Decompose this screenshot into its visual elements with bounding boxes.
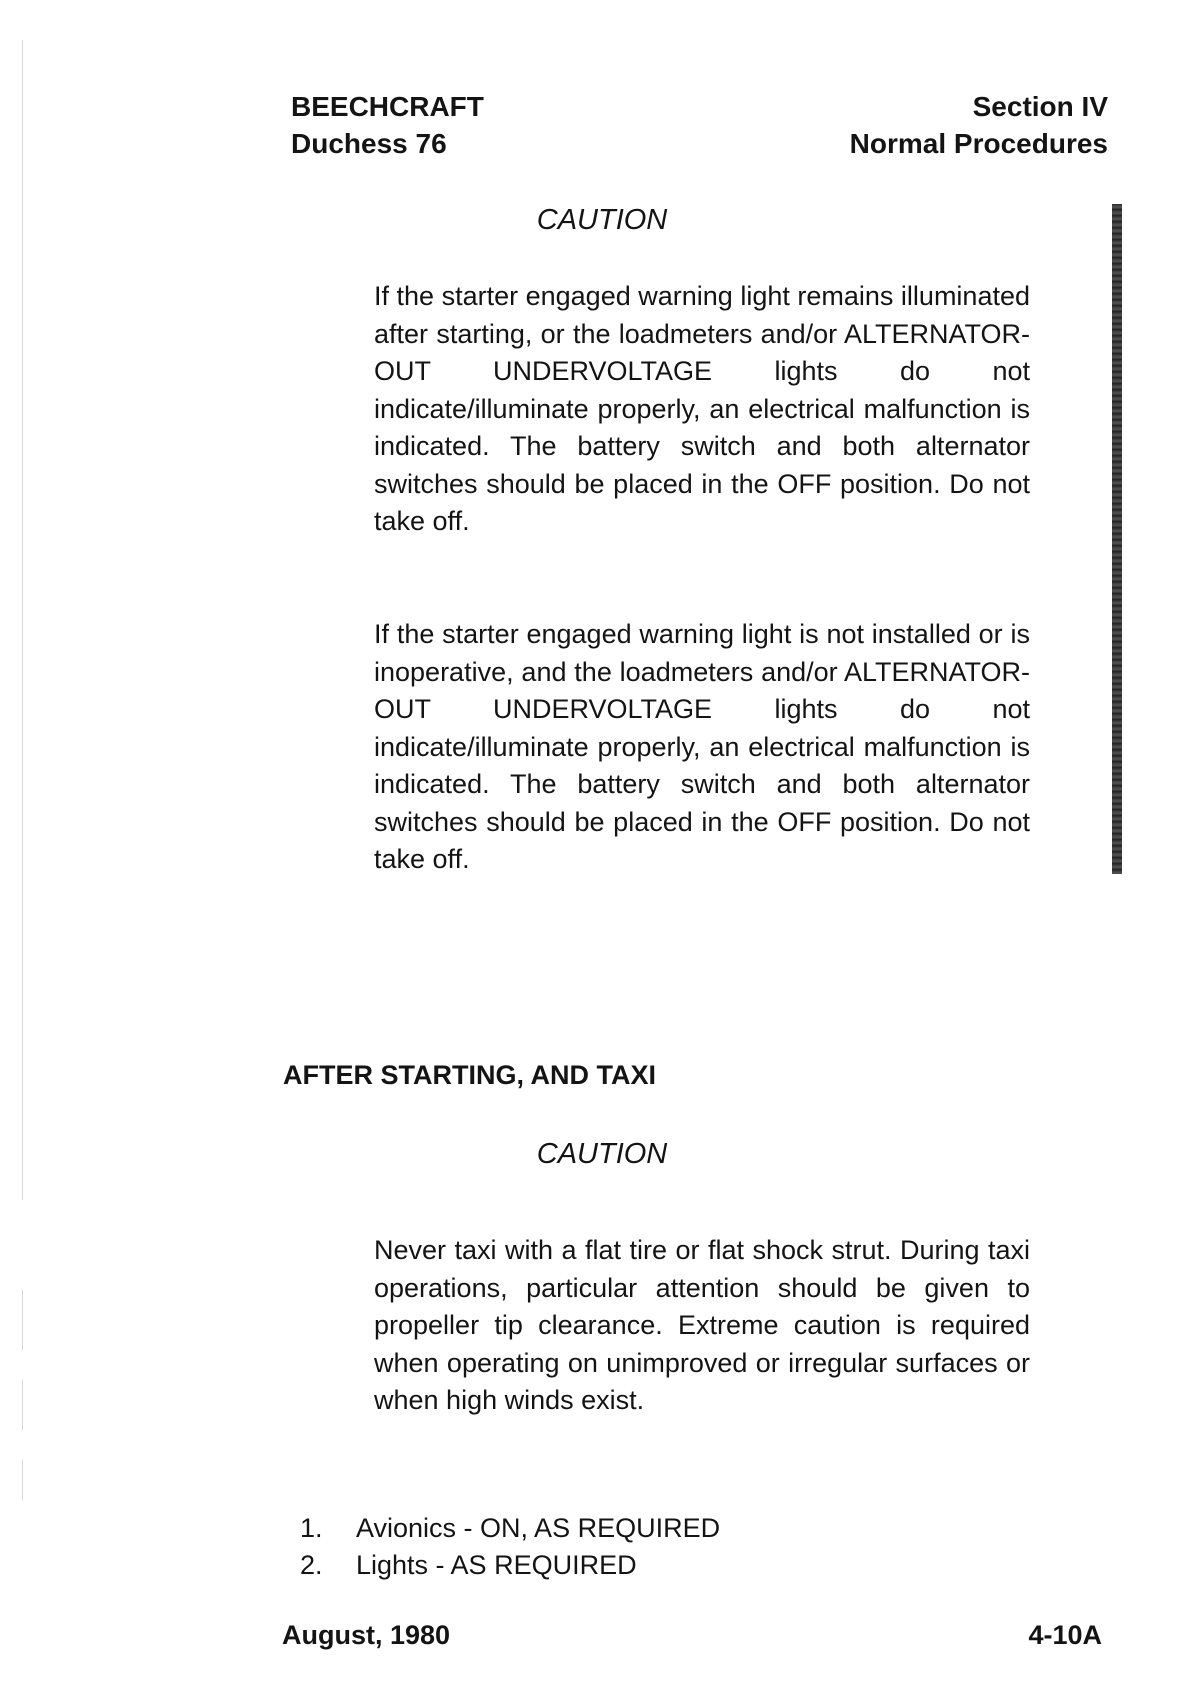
section-heading: AFTER STARTING, AND TAXI xyxy=(283,1060,656,1090)
procedure-step xyxy=(300,1547,720,1584)
section-title: Normal Procedures xyxy=(849,128,1108,159)
section-number: Section IV xyxy=(972,91,1108,122)
running-header-left xyxy=(291,88,484,162)
left-margin-mark xyxy=(22,1290,23,1350)
procedure-step xyxy=(300,1510,720,1547)
step-text: Avionics - ON, AS REQUIRED xyxy=(356,1513,721,1543)
caution-paragraph: If the starter engaged warning light remains illuminated after starting, or the loadmeters and/or ALTERNATOR-OUT UNDERVOLTAGE lights do not indicate/illuminate properly, an electrical malfunction is indicated. The battery switch and both alternator switches should be placed in the OFF position. Do not take off. xyxy=(374,281,1030,536)
step-text: Lights - AS REQUIRED xyxy=(356,1550,637,1580)
procedure-steps xyxy=(300,1510,720,1584)
aircraft-make: BEECHCRAFT xyxy=(291,91,484,122)
caution-title: CAUTION xyxy=(536,204,668,236)
step-number: 2. xyxy=(300,1550,323,1580)
revision-change-bar xyxy=(1112,204,1122,874)
page-number: 4-10A xyxy=(1028,1620,1102,1650)
running-header-right xyxy=(850,88,1108,162)
caution-title: CAUTION xyxy=(536,1138,668,1170)
left-margin-mark xyxy=(22,1380,23,1430)
caution-paragraph: If the starter engaged warning light is not installed or is inoperative, and the loadmeters and/or ALTERNATOR-OUT UNDERVOLTAGE lights do not indicate/illuminate properly, an electrical malfunction is indicated. The battery switch and both alternator switches should be placed in the OFF position. Do not take off. xyxy=(374,619,1030,874)
footer-date: August, 1980 xyxy=(282,1620,451,1650)
left-margin-mark xyxy=(22,1460,23,1500)
step-number: 1. xyxy=(300,1513,323,1543)
aircraft-model: Duchess 76 xyxy=(291,128,447,159)
caution-paragraph: Never taxi with a flat tire or flat shock strut. During taxi operations, particular attention should be given to propeller tip clearance. Extreme caution is required when operating on unimproved or irregular surfaces or when high winds exist. xyxy=(374,1235,1030,1415)
